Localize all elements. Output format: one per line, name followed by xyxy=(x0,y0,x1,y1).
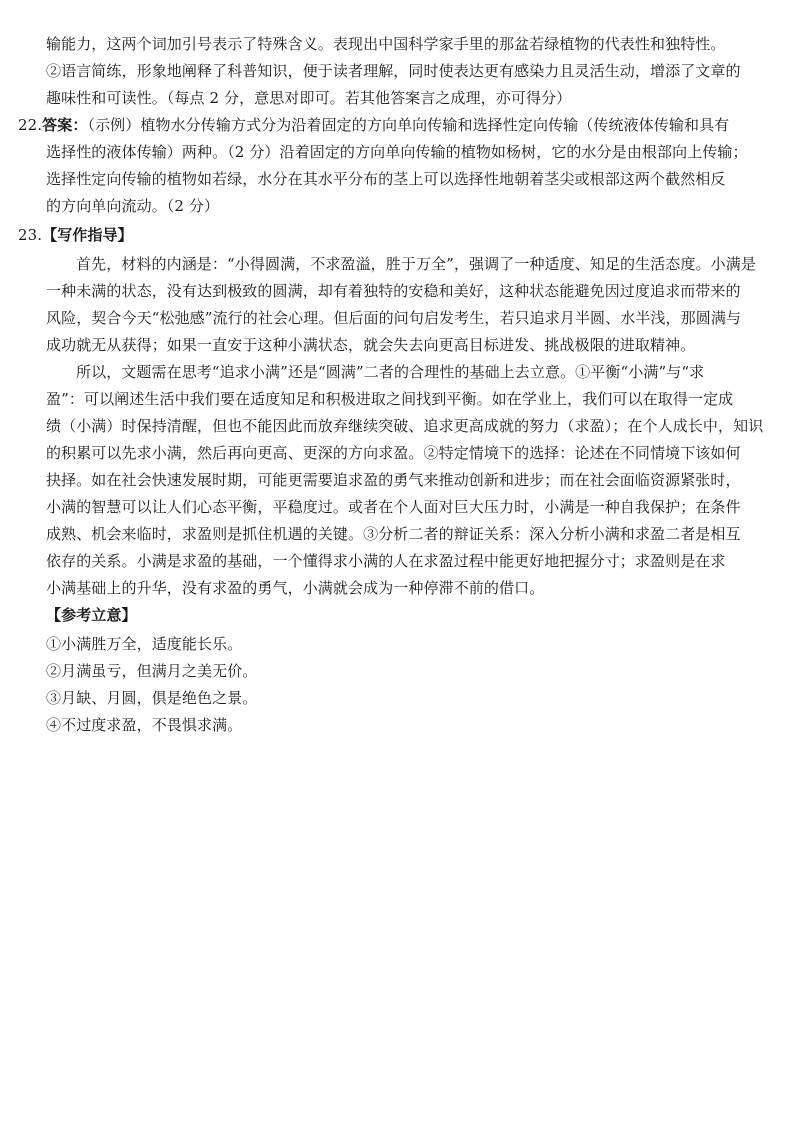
para2-line-8: 依存的关系。小满是求盈的基础，一个懂得求小满的人在求盈过程中能更好地把握分寸；求盈则是在求 xyxy=(46,552,726,570)
reference-theme-4: ④不过度求盈，不畏惧求满。 xyxy=(46,716,243,734)
reference-themes-heading: 【参考立意】 xyxy=(46,606,137,624)
para1-line-1: 首先，材料的内涵是：“小得圆满，不求盈溢，胜于万全”，强调了一种适度、知足的生活态度。小满是 xyxy=(76,255,756,273)
para2-line-2: 盈”：可以阐述生活中我们要在适度知足和积极进取之间找到平衡。如在学业上，我们可以在取得一定成 xyxy=(46,390,734,408)
q23-number: 23. xyxy=(18,226,43,244)
para1-line-2: 一种未满的状态，没有达到极致的圆满，却有着独特的安稳和美好，这种状态能避免因过度追求而带来的 xyxy=(46,282,741,300)
para2-line-9: 小满基础上的升华，没有求盈的勇气，小满就会成为一种停滞不前的借口。 xyxy=(46,579,545,597)
para2-line-7: 成熟、机会来临时，求盈则是抓住机遇的关键。③分析二者的辩证关系：深入分析小满和求盈二者是相互 xyxy=(46,525,741,543)
writing-guide-heading: 【写作指导】 xyxy=(42,226,133,244)
q22-line-3: 选择性定向传输的植物如若绿，水分在其水平分布的茎上可以选择性地朝着茎尖或根部这两个截然相反 xyxy=(46,170,726,188)
para2-line-1: 所以，文题需在思考“追求小满”还是“圆满”二者的合理性的基础上去立意。①平衡“小满”与“求 xyxy=(76,363,705,381)
q21-line-3: 趣味性和可读性。（每点 2 分，意思对即可。若其他答案言之成理，亦可得分） xyxy=(46,89,572,107)
q22-line-2: 选择性的液体传输）两种。（2 分）沿着固定的方向单向传输的植物如杨树，它的水分是由根部向上传输； xyxy=(46,143,748,161)
q22-line-4: 的方向单向流动。（2 分） xyxy=(46,197,220,215)
para2-line-6: 小满的智慧可以让人们心态平衡，平稳度过。或者在个人面对巨大压力时，小满是一种自我保护；在条件 xyxy=(46,498,741,516)
para1-line-4: 成功就无从获得；如果一直安于这种小满状态，就会失去向更高目标进发、挑战极限的进取精神。 xyxy=(46,336,696,354)
para2-line-4: 的积累可以先求小满，然后再向更高、更深的方向求盈。②特定情境下的选择：论述在不同情境下该如何 xyxy=(46,444,741,462)
q21-line-2: ②语言简练，形象地阐释了科普知识，便于读者理解，同时使表达更有感染力且灵活生动，增添了文章的 xyxy=(46,62,741,80)
q22-line-1: （示例）植物水分传输方式分为沿着固定的方向单向传输和选择性定向传输（传统液体传输和具有 xyxy=(87,116,730,134)
para2-line-5: 抉择。如在社会快速发展时期，可能更需要追求盈的勇气来推动创新和进步；而在社会面临资源紧张时， xyxy=(46,471,741,489)
q21-line-1: 输能力，这两个词加引号表示了特殊含义。表现出中国科学家手里的那盆若绿植物的代表性和独特性。 xyxy=(46,35,726,53)
q22-answer-label: 答案： xyxy=(42,116,88,134)
reference-theme-2: ②月满虽亏，但满月之美无价。 xyxy=(46,662,258,680)
q22-number: 22. xyxy=(18,116,43,134)
q22-first-line xyxy=(18,115,729,135)
reference-theme-3: ③月缺、月圆，俱是绝色之景。 xyxy=(46,689,258,707)
para2-line-3: 绩（小满）时保持清醒，但也不能因此而放弃继续突破、追求更高成就的努力（求盈）；在个人成长中，知识 xyxy=(46,417,764,435)
para1-line-3: 风险，契合今天“松弛感”流行的社会心理。但后面的问句启发考生，若只追求月半圆、水半浅，那圆满与 xyxy=(46,309,742,327)
reference-theme-1: ①小满胜万全，适度能长乐。 xyxy=(46,635,243,653)
q23-heading-line xyxy=(18,225,133,245)
